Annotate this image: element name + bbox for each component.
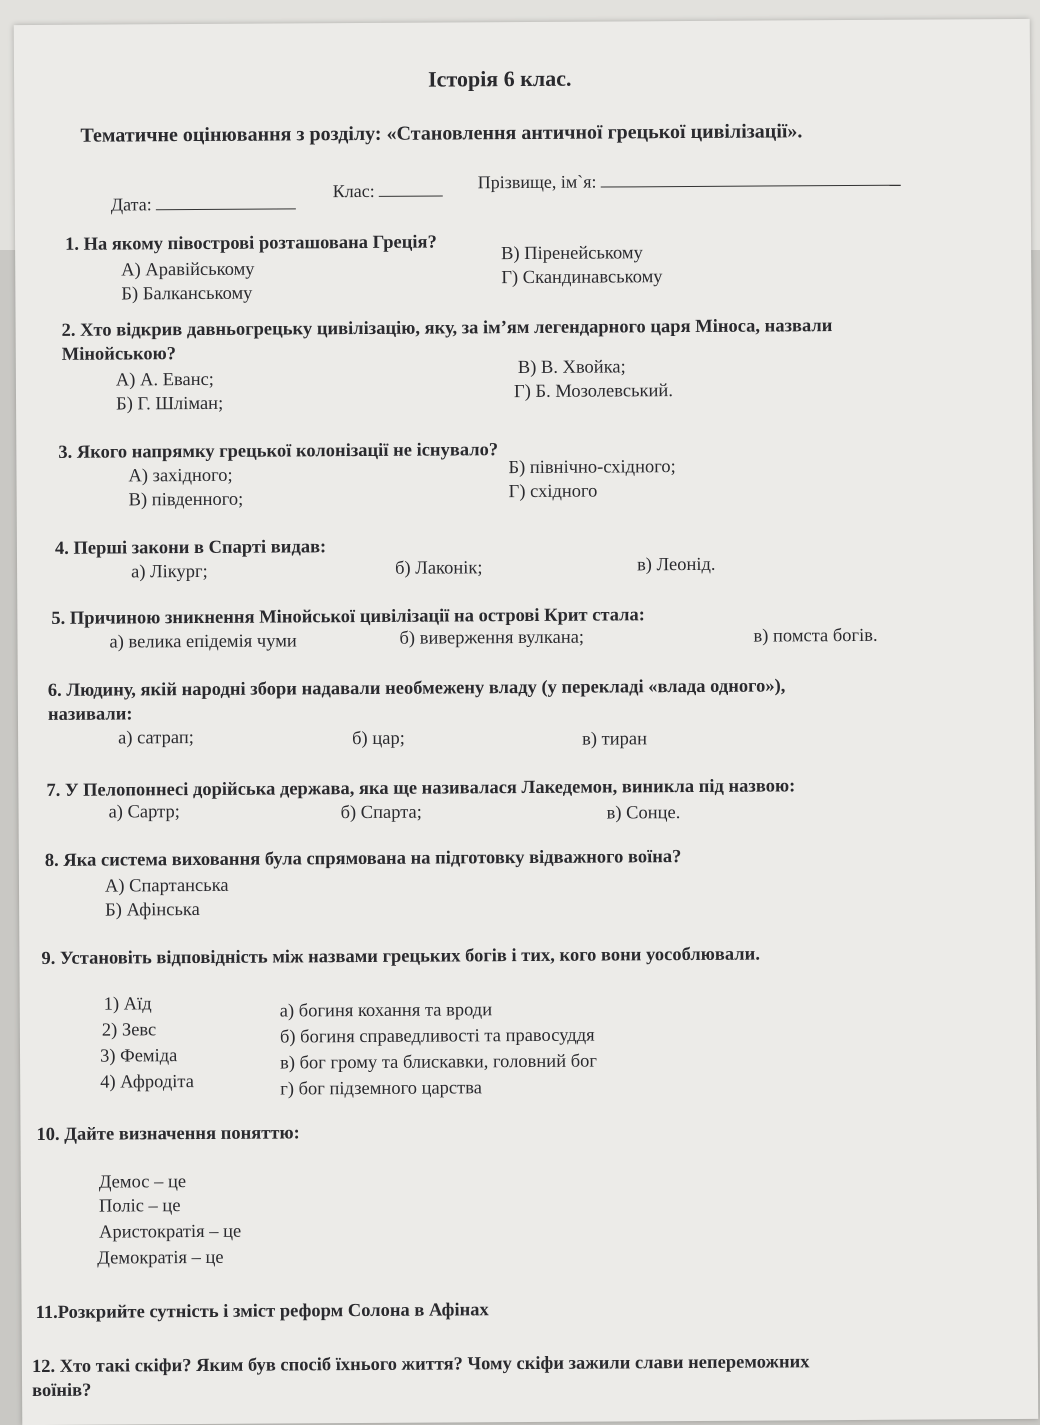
test-sheet — [14, 19, 1039, 1425]
question-10: 10. Дайте визначення поняттю: — [36, 1123, 300, 1145]
q9-right-b: б) богиня справедливості та правосуддя — [279, 1025, 595, 1048]
q2-option-a: А) А. Еванс; — [115, 369, 214, 391]
q9-left-1: 1) Аїд — [103, 994, 152, 1015]
q3-option-c: В) південного; — [128, 489, 244, 511]
name-blank[interactable] — [601, 171, 901, 188]
q6-option-a: а) сатрап; — [118, 728, 194, 749]
q4-option-b: б) Лаконік; — [395, 558, 483, 579]
q9-right-c: в) бог грому та блискавки, головний бог — [280, 1051, 598, 1074]
q3-option-d: Г) східного — [508, 481, 598, 503]
q2-option-b: Б) Г. Шліман; — [115, 393, 224, 415]
q10-term-demos: Демос – це — [98, 1172, 187, 1193]
question-12-line-1: 12. Хто такі скіфи? Яким був спосіб їхнього життя? Чому скіфи зажили слави непереможних — [31, 1352, 810, 1378]
q6-option-b: б) цар; — [352, 728, 405, 750]
date-blank[interactable] — [156, 194, 296, 210]
question-6-line-1: 6. Людину, якій народні збори надавали необмежену владу (у перекладі «влада одного»), — [47, 676, 786, 701]
page-subtitle: Тематичне оцінювання з розділу: «Становлення античної грецької цивілізації». — [80, 120, 803, 147]
question-8: 8. Яка система виховання була спрямована на підготовку відважного воїна? — [44, 847, 682, 871]
q9-left-4: 4) Афродіта — [100, 1072, 194, 1093]
q1-option-b: Б) Балканському — [121, 283, 253, 305]
question-3: 3. Якого напрямку грецької колонізації не існувало? — [58, 440, 499, 463]
q6-option-c: в) тиран — [582, 729, 648, 750]
q4-option-c: в) Леонід. — [636, 554, 716, 576]
q8-option-a: А) Спартанська — [104, 875, 229, 897]
q3-option-a: А) західного; — [128, 465, 233, 487]
question-9: 9. Установіть відповідність між назвами грецьких богів і тих, кого вони уособлювали. — [41, 944, 760, 969]
question-2-line-2: Мінойською? — [61, 344, 177, 365]
date-field[interactable] — [111, 193, 297, 215]
q5-option-c: в) помста богів. — [753, 625, 878, 647]
class-field[interactable] — [333, 180, 444, 202]
q2-option-c: В) В. Хвойка; — [517, 357, 626, 379]
q9-right-a: а) богиня кохання та вроди — [279, 1000, 493, 1022]
question-11: 11.Розкрийте сутність і зміст реформ Солона в Афінах — [35, 1300, 489, 1324]
q4-option-a: а) Лікург; — [131, 561, 208, 583]
class-blank[interactable] — [379, 181, 443, 196]
q9-left-3: 3) Феміда — [99, 1046, 178, 1067]
q8-option-b: Б) Афінська — [105, 899, 200, 921]
q10-term-polis: Поліс – це — [98, 1196, 181, 1217]
name-field[interactable] — [478, 170, 901, 194]
question-12-line-2: воїнів? — [32, 1380, 92, 1402]
class-label: Клас: — [332, 180, 375, 202]
question-7: 7. У Пелопоннесі дорійська держава, яка ще називалася Лакедемон, виникла під назвою: — [46, 776, 796, 801]
q5-option-a: а) велика епідемія чуми — [109, 631, 297, 653]
q7-option-a: а) Сартр; — [108, 802, 180, 823]
question-1: 1. На якому півострові розташована Греція? — [65, 232, 437, 255]
q1-option-d: Г) Скандинавському — [501, 267, 663, 289]
q3-option-b: Б) північно-східного; — [508, 457, 676, 479]
q10-term-aristocracy: Аристократія – це — [99, 1221, 242, 1243]
date-label: Дата: — [110, 194, 152, 215]
q1-option-a: А) Аравійському — [121, 259, 255, 281]
question-6-line-2: називали: — [47, 704, 133, 725]
q9-left-2: 2) Зевс — [101, 1020, 157, 1041]
q1-option-c: В) Піренейському — [501, 243, 643, 265]
question-4: 4. Перші закони в Спарті видав: — [54, 537, 327, 559]
q7-option-b: б) Спарта; — [340, 802, 422, 824]
q2-option-d: Г) Б. Мозолевський. — [513, 381, 673, 403]
q9-right-d: г) бог підземного царства — [280, 1078, 482, 1100]
page-title: Історія 6 клас. — [427, 65, 572, 92]
q10-term-democracy: Демократія – це — [97, 1247, 224, 1269]
question-5: 5. Причиною зникнення Мінойської цивілізації на острові Крит стала: — [51, 605, 646, 629]
q5-option-b: б) виверження вулкана; — [399, 627, 585, 649]
name-label: Прізвище, ім`я: — [477, 171, 597, 193]
q7-option-c: в) Сонце. — [606, 803, 681, 824]
question-2-line-1: 2. Хто відкрив давньогрецьку цивілізацію, яку, за ім’ям легендарного царя Міноса, назвали — [61, 316, 833, 341]
